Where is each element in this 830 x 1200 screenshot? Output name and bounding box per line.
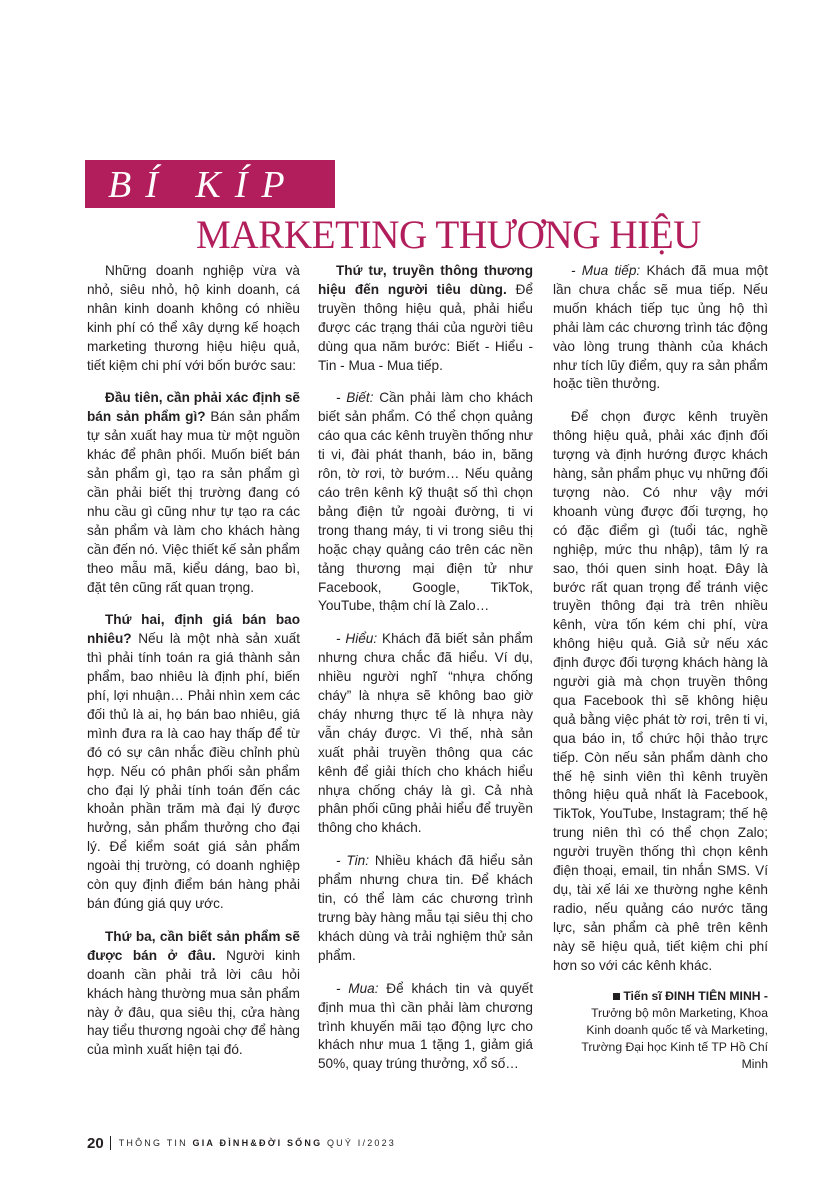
magazine-name: THÔNG TIN GIA ĐÌNH&ĐỜI SỐNG QUÝ I/2023 bbox=[118, 1138, 397, 1148]
paragraph: - Mua: Để khách tin và quyết định mua thì cần phải làm chương trình khuyến mãi tạo động lực cho khách như mua 1 tặng 1, giảm giá 50%, quay trúng thưởng, xổ số… bbox=[318, 980, 533, 1072]
author-name: Tiến sĩ ĐINH TIÊN MINH - bbox=[623, 988, 768, 1003]
paragraph: Những doanh nghiệp vừa và nhỏ, siêu nhỏ, hộ kinh doanh, cá nhân kinh doanh không có nhiều kinh phí có thể xây dựng kế hoạch marketing thương hiệu hiệu quả, tiết kiệm chi phí với bốn bước sau: bbox=[87, 263, 300, 373]
paragraph: Thứ ba, cần biết sản phẩm sẽ được bán ở đâu. Người kinh doanh cần phải trả lời câu hỏi khách hàng thường mua sản phẩm này ở đâu, qua siêu thị, cửa hàng hay tiểu thương ngoài chợ để hàng của mình xuất hiện tại đó. bbox=[87, 928, 301, 1058]
paragraph: - Hiểu: Khách đã biết sản phẩm nhưng chưa chắc đã hiểu. Ví dụ, nhiều người nghĩ “nhựa chống cháy” là nhựa sẽ không bao giờ cháy nhưng thực tế là nhựa này vẫn cháy được. Vì thế, nhà sản xuất phải truyền thông qua các kênh để giải thích cho khách hiểu nhựa chống cháy là gì. Cả nhà phân phối cũng phải hiểu để truyền thông cho khách. bbox=[318, 631, 533, 836]
paragraph: Thứ hai, định giá bán bao nhiêu? Nếu là một nhà sản xuất thì phải tính toán ra giá thành sản phẩm, bao nhiêu là định phí, biến phí, lợi nhuận… Phải nhìn xem các đối thủ là ai, họ bán bao nhiêu, giá mình đưa ra là cao hay thấp để từ đó có sự cân nhắc điều chỉnh phù hợp. Nếu có phân phối sản phẩm cho đại lý phải tính toán đến các khoản phần trăm mà đại lý được hưởng, sản phẩm thưởng cho đại lý. Để kiểm soát giá sản phẩm ngoài thị trường, có doanh nghiệp còn quy định điểm bán hàng phải bán đúng giá quy ước. bbox=[87, 612, 300, 911]
author-byline bbox=[553, 988, 768, 1073]
text-column-1 bbox=[87, 262, 300, 1074]
author-department: Kinh doanh quốc tế và Marketing, bbox=[586, 1022, 768, 1037]
author-university: Trường Đại học Kinh tế TP Hồ Chí Minh bbox=[581, 1039, 768, 1071]
paragraph: - Mua tiếp: Khách đã mua một lần chưa chắc sẽ mua tiếp. Nếu muốn khách tiếp tục ủng hộ thì phải làm các chương trình tác động vào lòng trung thành của khách như tích lũy điểm, quy ra sản phẩm hoặc tiền thưởng. bbox=[553, 263, 768, 392]
page-footer bbox=[87, 1133, 396, 1153]
paragraph: Thứ tư, truyền thông thương hiệu đến người tiêu dùng. Để truyền thông hiệu quả, phải hiểu được các trạng thái của người tiêu dùng qua năm bước: Biết - Hiểu - Tin - Mua - Mua tiếp. bbox=[318, 263, 534, 373]
paragraph: - Biết: Cần phải làm cho khách biết sản phẩm. Có thể chọn quảng cáo qua các kênh truyền thống như ti vi, đài phát thanh, báo in, băng rôn, tờ rơi, tờ bướm… Nếu quảng cáo trên kênh kỹ thuật số thì chọn bảng điện tử ngoài đường, ti vi trong thang máy, ti vi trong siêu thị hoặc chạy quảng cáo trên các nền tảng thương mại điện tử như Facebook, Google, TikTok, YouTube, thậm chí là Zalo… bbox=[318, 390, 533, 614]
paragraph: Để chọn được kênh truyền thông hiệu quả, phải xác định đối tượng và định hướng được khách hàng, sản phẩm phục vụ những đối tượng nào. Có như vậy mới khoanh vùng được đối tượng, họ có đặc điểm gì (tuổi tác, nghề nghiệp, mức thu nhập), tâm lý ra sao, thói quen sinh hoạt. Đây là bước rất quan trọng để tránh việc truyền thông đại trà trên nhiều kênh, vừa tốn kém chi phí, vừa không hiệu quả. Giả sử nếu xác định được đối tượng khách hàng là người già mà chọn truyền thông qua Facebook thì sẽ không hiệu quả bằng việc phát tờ rơi, trên ti vi, qua báo in, tổ chức hội thảo trực tiếp. Còn nếu sản phẩm dành cho thế hệ sinh viên thì kênh truyền thông hiệu quả nhất là Facebook, TikTok, YouTube, Instagram; thế hệ trung niên thì có thể chọn Zalo; người truyền thống thì chọn kênh điện thoại, email, tin nhắn SMS. Ví dụ, tài xế lái xe thường nghe kênh radio, nếu quảng cáo nước tăng lực, sản phẩm cà phê trên kênh này sẽ hiệu quả, tiết kiệm chi phí hơn so với các kênh khác. bbox=[553, 409, 768, 973]
text-column-3 bbox=[553, 262, 768, 1073]
article-title-line2: MARKETING THƯƠNG HIỆU bbox=[196, 212, 702, 257]
paragraph: Đầu tiên, cần phải xác định sẽ bán sản phẩm gì? Bán sản phẩm tự sản xuất hay mua từ một nguồn khác để phân phối. Muốn biết bán sản phẩm gì, tạo ra sản phẩm gì cần phải biết thị trường đang có nhu cầu gì cũng như tự tạo ra các sản phẩm và làm cho khách hàng cần đến nó. Việc thiết kế sản phẩm theo mẫu mã, kiểu dáng, bao bì, đặt tên cũng rất quan trọng. bbox=[87, 390, 300, 595]
square-bullet-icon bbox=[613, 993, 620, 1000]
paragraph: - Tin: Nhiều khách đã hiểu sản phẩm nhưng chưa tin. Để khách tin, có thể làm các chương trình trưng bày hàng mẫu tại siêu thị cho khách dùng và trải nghiệm thử sản phẩm. bbox=[318, 853, 533, 963]
author-title: Trưởng bộ môn Marketing, Khoa bbox=[591, 1005, 768, 1020]
page-number: 20 bbox=[87, 1134, 104, 1152]
article-title-line1: BÍ KÍP bbox=[108, 164, 299, 206]
footer-divider bbox=[110, 1136, 111, 1150]
text-column-2 bbox=[318, 262, 533, 1088]
